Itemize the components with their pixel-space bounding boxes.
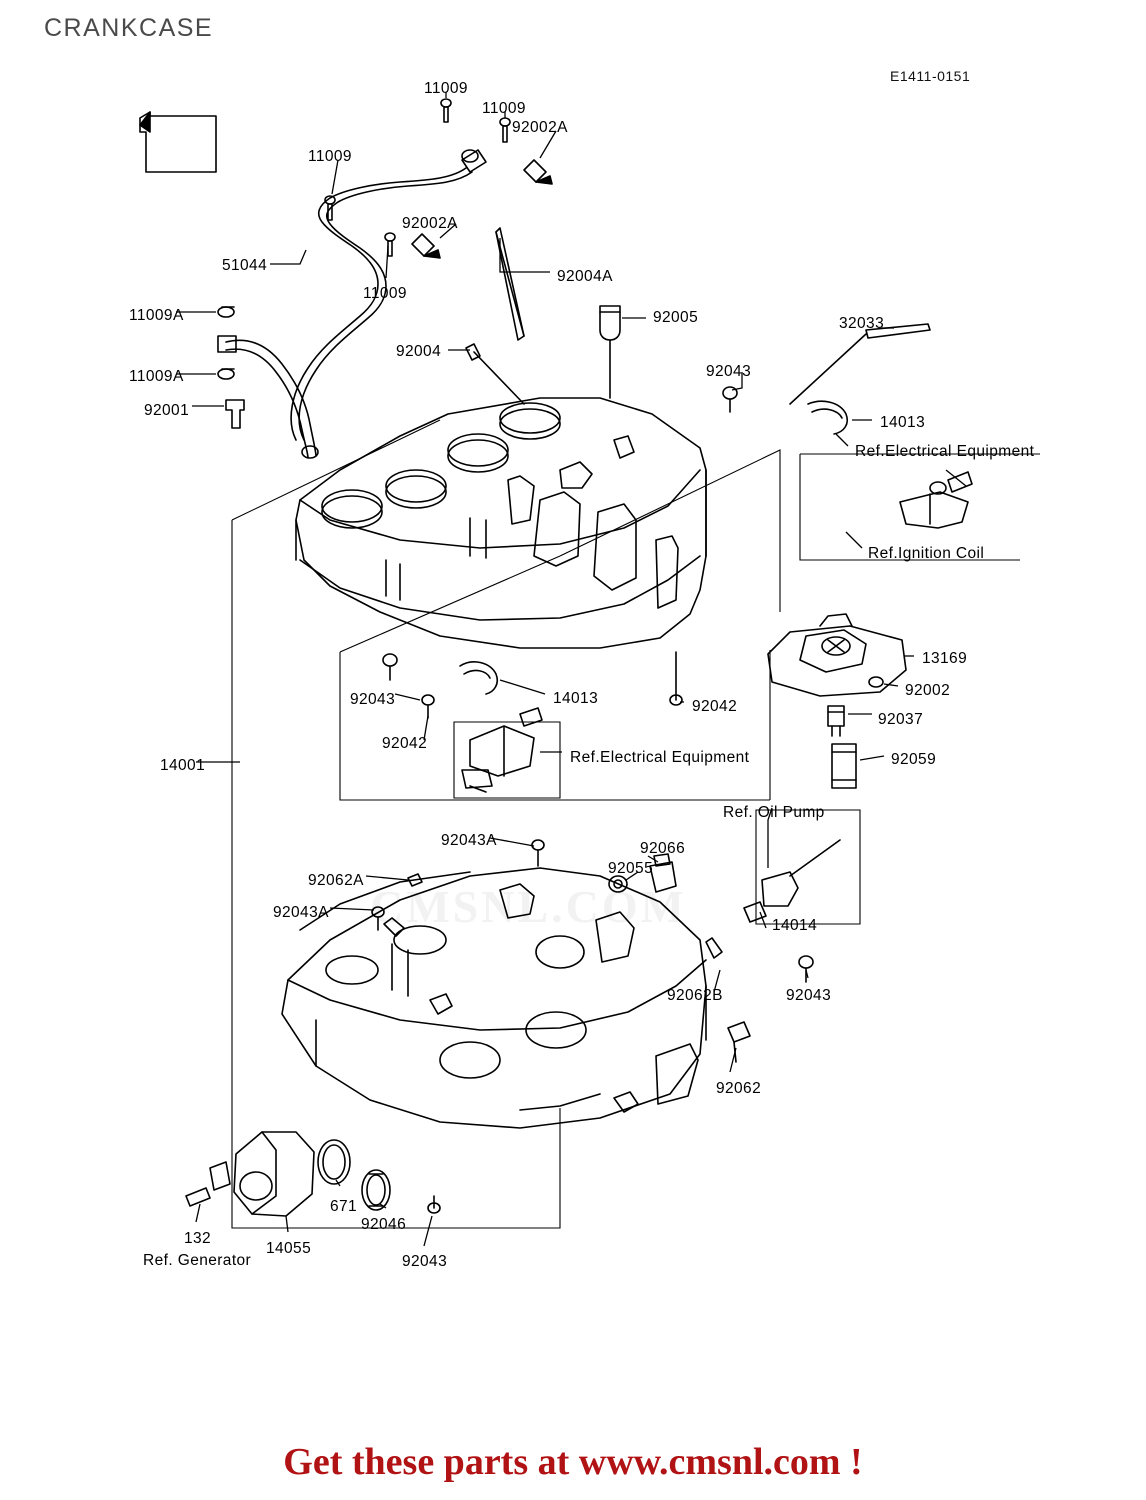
callout-ref-oil-pump: Ref. Oil Pump xyxy=(723,804,825,821)
callout-92043: 92043 xyxy=(350,691,396,708)
callout-14014: 14014 xyxy=(772,917,818,934)
front-arrow-icon xyxy=(140,112,216,172)
callout-92043: 92043 xyxy=(706,363,752,380)
callout-92043: 92043 xyxy=(786,987,832,1004)
callout-671: 671 xyxy=(330,1198,358,1215)
callout-ref-ignition-coil: Ref.Ignition Coil xyxy=(868,545,985,562)
diagram-code: E1411-0151 xyxy=(890,68,971,84)
callout-92043a: 92043A xyxy=(441,832,497,849)
callout-92004: 92004 xyxy=(396,343,442,360)
callout-ref-electrical-equipment: Ref.Electrical Equipment xyxy=(855,443,1035,460)
callout-14013: 14013 xyxy=(880,414,926,431)
callout-14013: 14013 xyxy=(553,690,599,707)
callout-ref-generator: Ref. Generator xyxy=(143,1252,252,1269)
callout-92066: 92066 xyxy=(640,840,686,857)
callout-92055: 92055 xyxy=(608,860,654,877)
callout-14001: 14001 xyxy=(160,757,206,774)
callout-92042: 92042 xyxy=(382,735,428,752)
callout-92062: 92062 xyxy=(716,1080,762,1097)
callout-11009: 11009 xyxy=(308,148,352,165)
callout-11009a: 11009A xyxy=(129,307,184,324)
callout-92001: 92001 xyxy=(144,402,190,419)
callout-92062a: 92062A xyxy=(308,872,364,889)
callout-14055: 14055 xyxy=(266,1240,312,1257)
callout-92043a: 92043A xyxy=(273,904,329,921)
callout-ref-electrical-equipment: Ref.Electrical Equipment xyxy=(570,749,750,766)
footer-promo-text: Get these parts at www.cmsnl.com ! xyxy=(283,1441,863,1483)
callout-92043: 92043 xyxy=(402,1253,448,1270)
callout-92005: 92005 xyxy=(653,309,699,326)
callout-92046: 92046 xyxy=(361,1216,407,1233)
callout-92037: 92037 xyxy=(878,711,924,728)
callout-92062b: 92062B xyxy=(667,987,723,1004)
callout-92059: 92059 xyxy=(891,751,937,768)
callout-11009: 11009 xyxy=(363,285,407,302)
page-title: CRANKCASE xyxy=(44,14,214,42)
callout-13169: 13169 xyxy=(922,650,968,667)
callout-51044: 51044 xyxy=(222,257,268,274)
callout-92002a: 92002A xyxy=(512,119,568,136)
callout-132: 132 xyxy=(184,1230,212,1247)
callout-11009: 11009 xyxy=(482,100,526,117)
callout-11009a: 11009A xyxy=(129,368,184,385)
callout-92042: 92042 xyxy=(692,698,738,715)
callout-11009: 11009 xyxy=(424,80,468,97)
callout-32033: 32033 xyxy=(839,315,885,332)
callout-92002a: 92002A xyxy=(402,215,458,232)
watermark: CMSNL.COM xyxy=(370,881,688,932)
callout-92002: 92002 xyxy=(905,682,951,699)
callout-92004a: 92004A xyxy=(557,268,613,285)
